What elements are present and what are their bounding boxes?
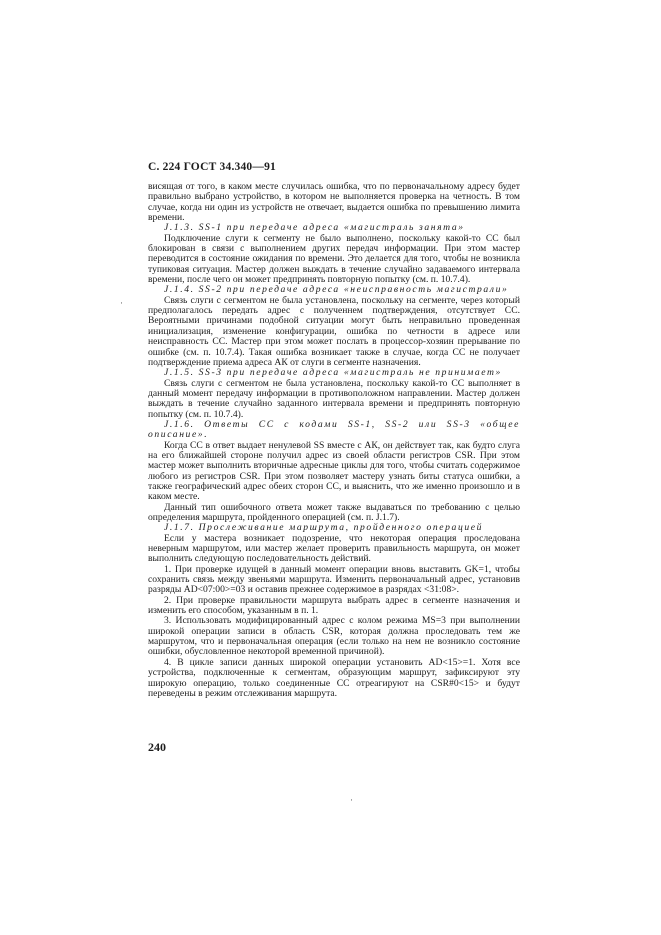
paragraph: Если у мастера возникает подозрение, что некоторая операция проследована неверным маршрутом, или мастер желает проверить правильность маршрута, он может выполнить следующую последовательность действий. (148, 532, 520, 565)
scan-speck: · (120, 298, 123, 308)
paragraph: Связь слуги с сегментом не была установлена, поскольку на сегменте, через который предполагалось передать адрес с полученнем подтверждения, отсутствует СС. Вероятными причинами подобной ситуации могут быть неправильно проведенная инициализация, изменение конфигурации, ошибка по четности в адресе или неисправность СС. Мастер при этом может послать в процессор-хозяин прерывание по ошибке (см. п. 10.7.4). Такая ошибка возникает также в случае, когда СС не получает подтверждение приема адреса АК от слуги в сегменте назначения. (148, 294, 520, 368)
section-heading-j16: J.1.6. Ответы СС с кодами SS-1, SS-2 или SS-3 «общее описание». (148, 418, 520, 441)
list-item-3: 3. Использовать модифицированный адрес с колом режима MS=3 при выполнении широкой операции записи в область CSR, которая должна проследовать тем же маршрутом, что и первоначальная операция (если только на нем не возникло состояние ошибки, обусловленное некоторой временной причиной). (148, 615, 520, 658)
paragraph: Подключение слуги к сегменту не было выполнено, поскольку какой-то СС был блокирован в связи с выполнением других передач информации. При этом мастер переводится в состояние ожидания по времени. Это делается для того, чтобы не возникла тупиковая ситуация. Мастер должен выждать в течение случайно задаваемого интервала времени, после чего он может предпринять повторную попытку (см. п. 10.7.4). (148, 232, 520, 286)
list-item-2: 2. При проверке правильности маршрута выбрать адрес в сегменте назначения и изменить его способом, указанным в п. 1. (148, 594, 520, 617)
list-item-1: 1. При проверке идущей в данный момент операции вновь выставить GK=1, чтобы сохранить связь между звеньями маршрута. Изменить первоначальный адрес, установив разряды AD<07:00>=03 и оставив прежнее содержимое в разрядах <31:08>. (148, 563, 520, 596)
list-item-4: 4. В цикле записи данных широкой операции установить AD<15>=1. Хотя все устройства, подключенные к сегментам, образующим маршрут, зафиксируют эту широкую операцию, только соединенные СС отреагируют на CSR#0<15> и будут переведены в режим отслеживания маршрута. (148, 656, 520, 699)
section-heading-j14: J.1.4. SS-2 при передаче адреса «неисправность магистрали» (164, 284, 509, 296)
body-text (148, 182, 520, 699)
section-heading-j15: J.1.5. SS-3 при передаче адреса «магистраль не принимает» (164, 367, 502, 379)
paragraph: Данный тип ошибочного ответа может также выдаваться по требованию с целью определения маршрута, пройденного операцией (см. п. J.1.7). (148, 501, 520, 523)
paragraph-continuation: висящая от того, в каком месте случилась ошибка, что по первоначальному адресу будет правильно выбрано устройство, в котором не выполняется проверка на четность. В том случае, когда ни один из устройств не отвечает, выдается ошибка по превышению лимита времени. (148, 181, 520, 224)
section-heading-j17: J.1.7. Прослеживание маршрута, пройденного операцией (164, 522, 483, 534)
page-header: С. 224 ГОСТ 34.340—91 (148, 161, 276, 173)
paragraph: Когда СС в ответ выдает ненулевой SS вместе с АК, он действует так, как будто слуга на его ближайшей стороне получил адрес из своей области регистров CSR. При этом мастер может выполнить вторичные адресные циклы для того, чтобы считать содержимое любого из регистров CSR. При этом позволяет мастеру узнать биты статуса ошибки, а также географический адрес обеих сторон СС, и выяснить, что же именно произошло и в каком месте. (148, 439, 520, 503)
section-heading-j13: J.1.3. SS-1 при передаче адреса «магистраль занята» (164, 222, 465, 234)
scan-speck: · (350, 795, 353, 805)
page-number: 240 (148, 740, 166, 754)
paragraph: Связь слуги с сегментом не была установлена, поскольку какой-то СС выполняет в данный момент передачу информации в противоположном направлении. Мастер должен выждать в течение случайно заданного интервала времени и предпринять повторную попытку (см. п. 10.7.4). (148, 377, 520, 420)
